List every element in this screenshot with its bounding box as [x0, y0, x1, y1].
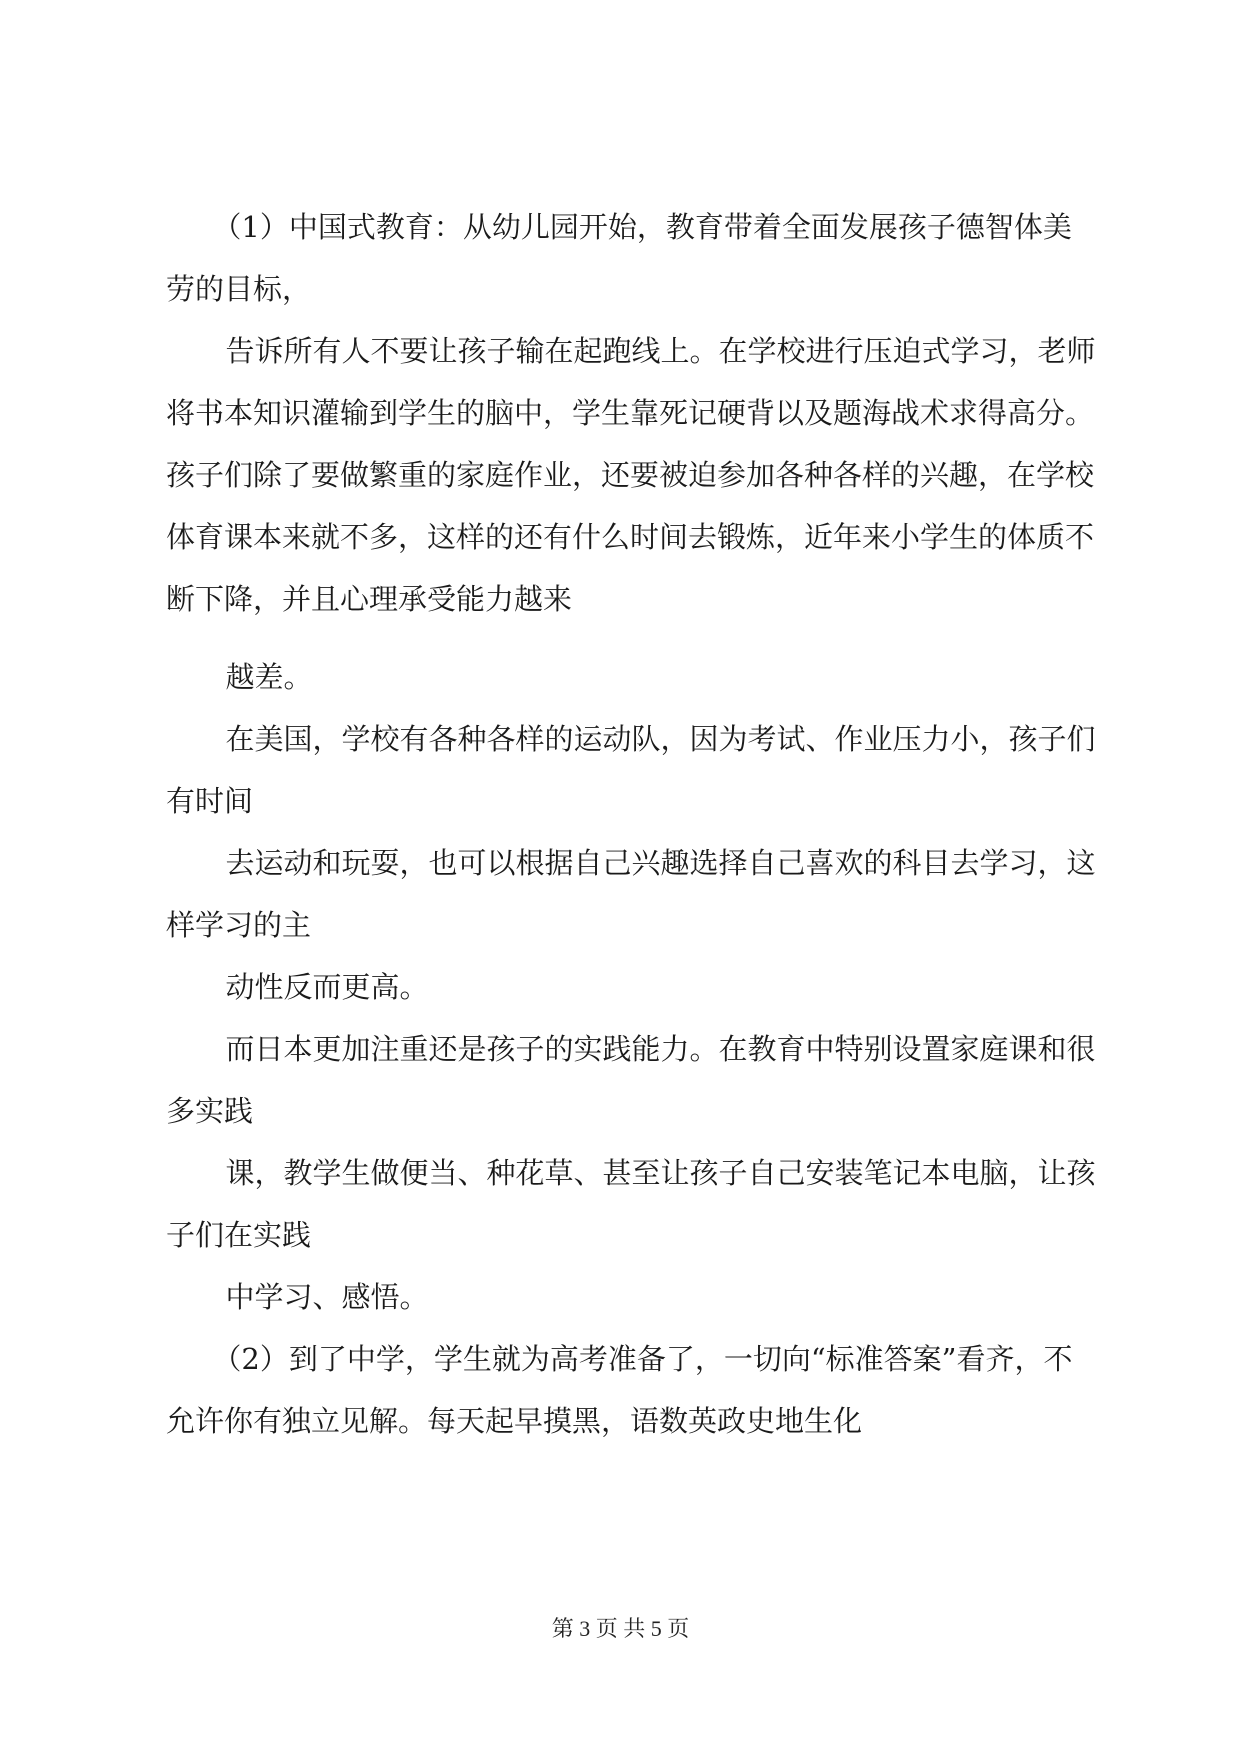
paragraph-usa-sports: 在美国，学校有各种各样的运动队，因为考试、作业压力小，孩子们有时间: [166, 722, 1096, 818]
paragraph-usa-play: 去运动和玩耍，也可以根据自己兴趣选择自己喜欢的科目去学习，这样学习的主: [166, 846, 1096, 942]
paragraph-getting-worse: 越差。: [225, 660, 313, 694]
paragraph-chinese-education: （1）中国式教育：从幼儿园开始，教育带着全面发展孩子德智体美劳的目标，: [166, 210, 1072, 306]
paragraph-middle-school: （2）到了中学，学生就为高考准备了，一切向“标准答案”看齐，不允许你有独立见解。每天起早摸黑，语数英政史地生化: [166, 1342, 1073, 1438]
paragraph-usa-initiative: 动性反而更高。: [225, 970, 429, 1004]
page-number-footer: 第 3 页 共 5 页: [551, 1616, 690, 1641]
paragraph-japan-courses: 课，教学生做便当、种花草、甚至让孩子自己安装笔记本电脑，让孩子们在实践: [166, 1156, 1096, 1252]
paragraph-pressure-learning: 告诉所有人不要让孩子输在起跑线上。在学校进行压迫式学习，老师将书本知识灌输到学生的脑中，学生靠死记硬背以及题海战术求得高分。孩子们除了要做繁重的家庭作业，还要被迫参加各种各样的兴趣，在学校体育课本来就不多，这样的还有什么时间去锻炼，近年来小学生的体质不断下降，并且心理承受能力越来: [166, 334, 1096, 616]
paragraph-japan-learn: 中学习、感悟。: [225, 1280, 429, 1314]
paragraph-japan-practice: 而日本更加注重还是孩子的实践能力。在教育中特别设置家庭课和很多实践: [166, 1032, 1096, 1128]
